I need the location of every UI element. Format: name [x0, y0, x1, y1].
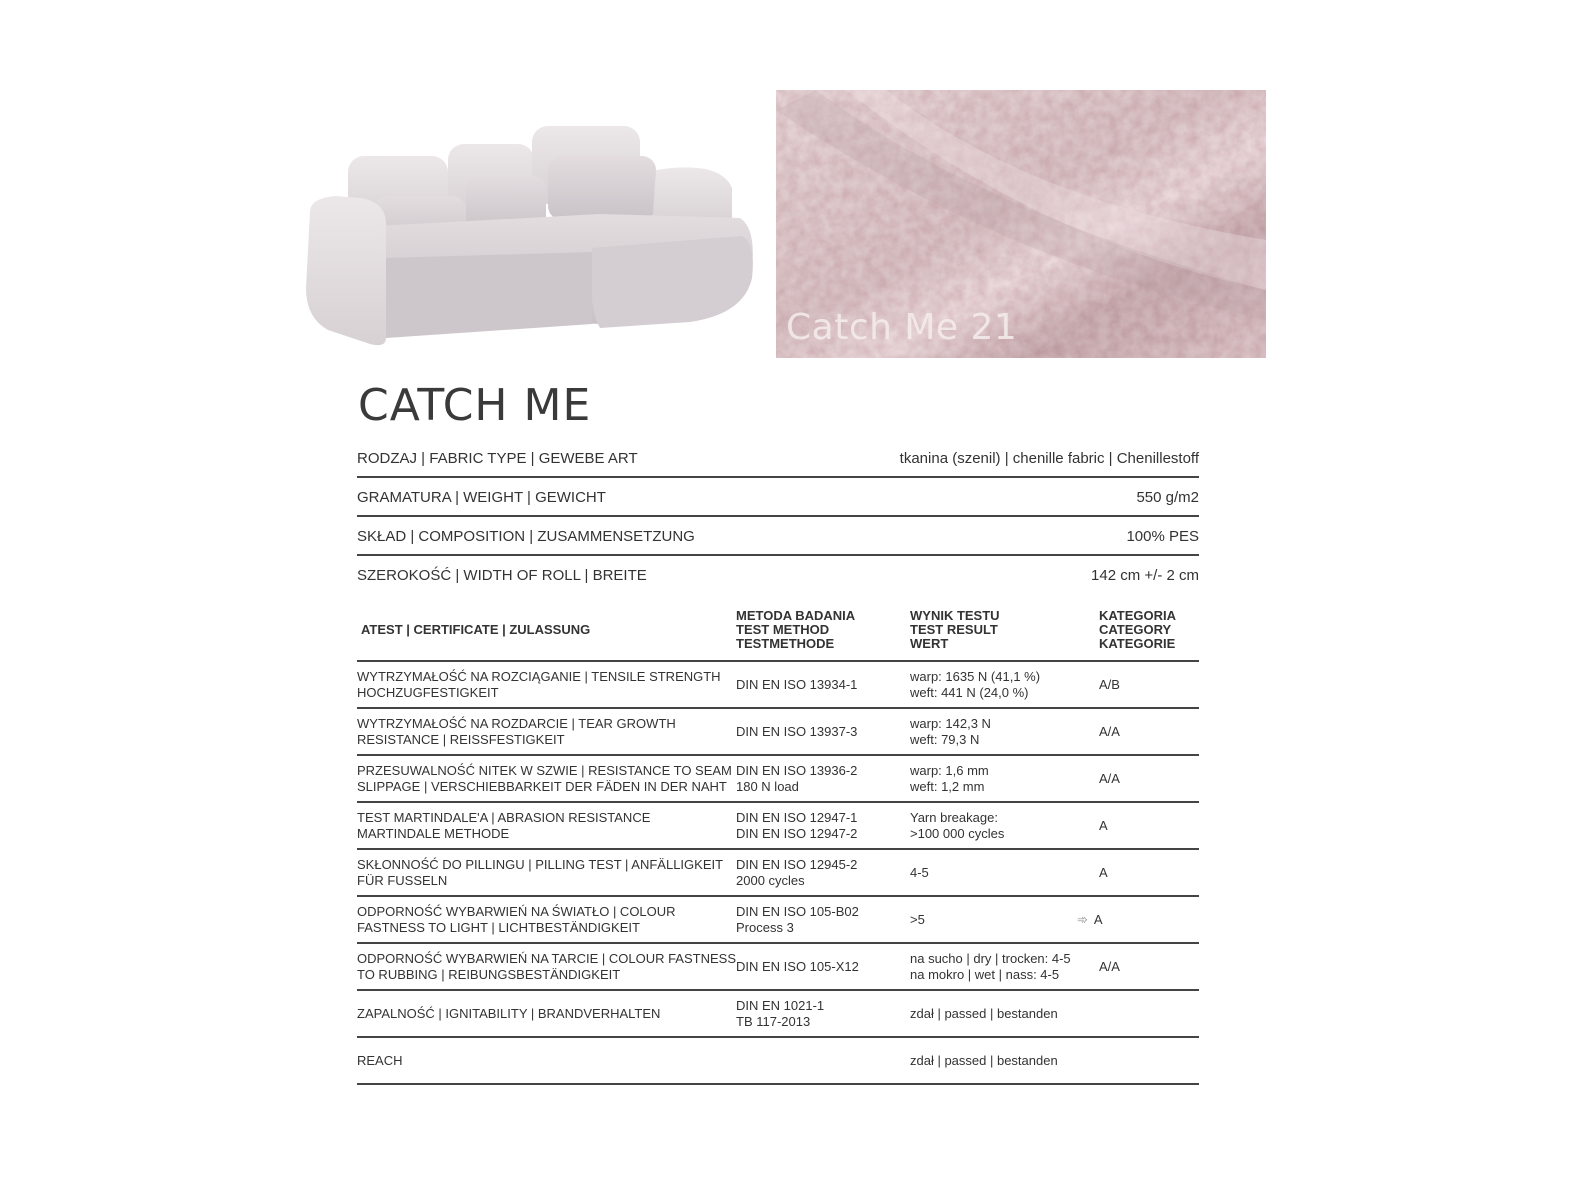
cell-result: Yarn breakage: >100 000 cycles [910, 802, 1093, 849]
header-category: KATEGORIA CATEGORY KATEGORIE [1093, 600, 1199, 661]
property-row-width [357, 557, 1199, 593]
cell-method: DIN EN ISO 105-B02 Process 3 [736, 896, 910, 943]
cell-result: warp: 1635 N (41,1 %) weft: 441 N (24,0 %) [910, 661, 1093, 708]
cell-name: ODPORNOŚĆ WYBARWIEŃ NA ŚWIATŁO | COLOUR FASTNESS TO LIGHT | LICHTBESTÄNDIGKEIT [357, 896, 736, 943]
cell-category [1093, 990, 1199, 1037]
cell-method: DIN EN ISO 12947-1 DIN EN ISO 12947-2 [736, 802, 910, 849]
cell-category: A/B [1093, 661, 1199, 708]
header-method: METODA BADANIA TEST METHOD TESTMETHODE [736, 600, 910, 661]
table-row [357, 802, 1199, 849]
property-label: SZEROKOŚĆ | WIDTH OF ROLL | BREITE [357, 566, 647, 584]
cell-result: 4-5 [910, 849, 1093, 896]
cell-result: na sucho | dry | trocken: 4-5 na mokro | wet | nass: 4-5 [910, 943, 1093, 990]
cell-method: DIN EN ISO 12945-2 2000 cycles [736, 849, 910, 896]
cell-result: >5 [910, 896, 1093, 943]
sofa-image [300, 118, 760, 350]
cell-name: ZAPALNOŚĆ | IGNITABILITY | BRANDVERHALTEN [357, 990, 736, 1037]
cell-name: TEST MARTINDALE'A | ABRASION RESISTANCE MARTINDALE METHODE [357, 802, 736, 849]
property-value: tkanina (szenil) | chenille fabric | Chenillestoff [899, 449, 1199, 467]
fabric-caption: Catch Me 21 [786, 307, 1018, 348]
table-row [357, 708, 1199, 755]
cell-category: ➾ A [1093, 896, 1199, 943]
certificate-table-header [357, 600, 1199, 661]
cell-method: DIN EN ISO 105-X12 [736, 943, 910, 990]
cell-name: WYTRZYMAŁOŚĆ NA ROZCIĄGANIE | TENSILE STRENGTH HOCHZUGFESTIGKEIT [357, 661, 736, 708]
cell-category: A/A [1093, 943, 1199, 990]
property-label: SKŁAD | COMPOSITION | ZUSAMMENSETZUNG [357, 527, 695, 545]
cell-method: DIN EN ISO 13936-2 180 N load [736, 755, 910, 802]
property-label: GRAMATURA | WEIGHT | GEWICHT [357, 488, 606, 506]
table-row [357, 1037, 1199, 1084]
cell-result: warp: 1,6 mm weft: 1,2 mm [910, 755, 1093, 802]
property-value: 100% PES [1126, 527, 1199, 545]
cell-method [736, 1037, 910, 1084]
cell-method: DIN EN ISO 13934-1 [736, 661, 910, 708]
cell-method: DIN EN 1021-1 TB 117-2013 [736, 990, 910, 1037]
table-row [357, 849, 1199, 896]
cell-category: A [1093, 849, 1199, 896]
cell-name: ODPORNOŚĆ WYBARWIEŃ NA TARCIE | COLOUR FASTNESS TO RUBBING | REIBUNGSBESTÄNDIGKEIT [357, 943, 736, 990]
header-result: WYNIK TESTU TEST RESULT WERT [910, 600, 1093, 661]
table-row [357, 755, 1199, 802]
certificate-table [357, 600, 1199, 1085]
cell-result: warp: 142,3 N weft: 79,3 N [910, 708, 1093, 755]
cell-category [1093, 1037, 1199, 1084]
property-row-composition [357, 518, 1199, 556]
cell-name: REACH [357, 1037, 736, 1084]
product-title: CATCH ME [358, 380, 592, 431]
table-row [357, 661, 1199, 708]
cell-method: DIN EN ISO 13937-3 [736, 708, 910, 755]
cell-category: A/A [1093, 708, 1199, 755]
cell-name: PRZESUWALNOŚĆ NITEK W SZWIE | RESISTANCE TO SEAM SLIPPAGE | VERSCHIEBBARKEIT DER FÄDEN IN DER NAHT [357, 755, 736, 802]
fabric-swatch-image [776, 90, 1266, 358]
cell-result: zdał | passed | bestanden [910, 1037, 1093, 1084]
properties-list [357, 440, 1199, 594]
property-row-weight [357, 479, 1199, 517]
cell-result: zdał | passed | bestanden [910, 990, 1093, 1037]
property-value: 550 g/m2 [1136, 488, 1199, 506]
table-row [357, 943, 1199, 990]
cell-name: WYTRZYMAŁOŚĆ NA ROZDARCIE | TEAR GROWTH RESISTANCE | REISSFESTIGKEIT [357, 708, 736, 755]
table-row [357, 990, 1199, 1037]
property-row-fabric-type [357, 440, 1199, 478]
cell-category: A [1093, 802, 1199, 849]
cell-name: SKŁONNOŚĆ DO PILLINGU | PILLING TEST | ANFÄLLIGKEIT FÜR FUSSELN [357, 849, 736, 896]
table-row [357, 896, 1199, 943]
property-label: RODZAJ | FABRIC TYPE | GEWEBE ART [357, 449, 638, 467]
cell-category: A/A [1093, 755, 1199, 802]
arrow-icon: ➾ [1077, 911, 1088, 927]
property-value: 142 cm +/- 2 cm [1091, 566, 1199, 584]
header-certificate: ATEST | CERTIFICATE | ZULASSUNG [357, 600, 736, 661]
